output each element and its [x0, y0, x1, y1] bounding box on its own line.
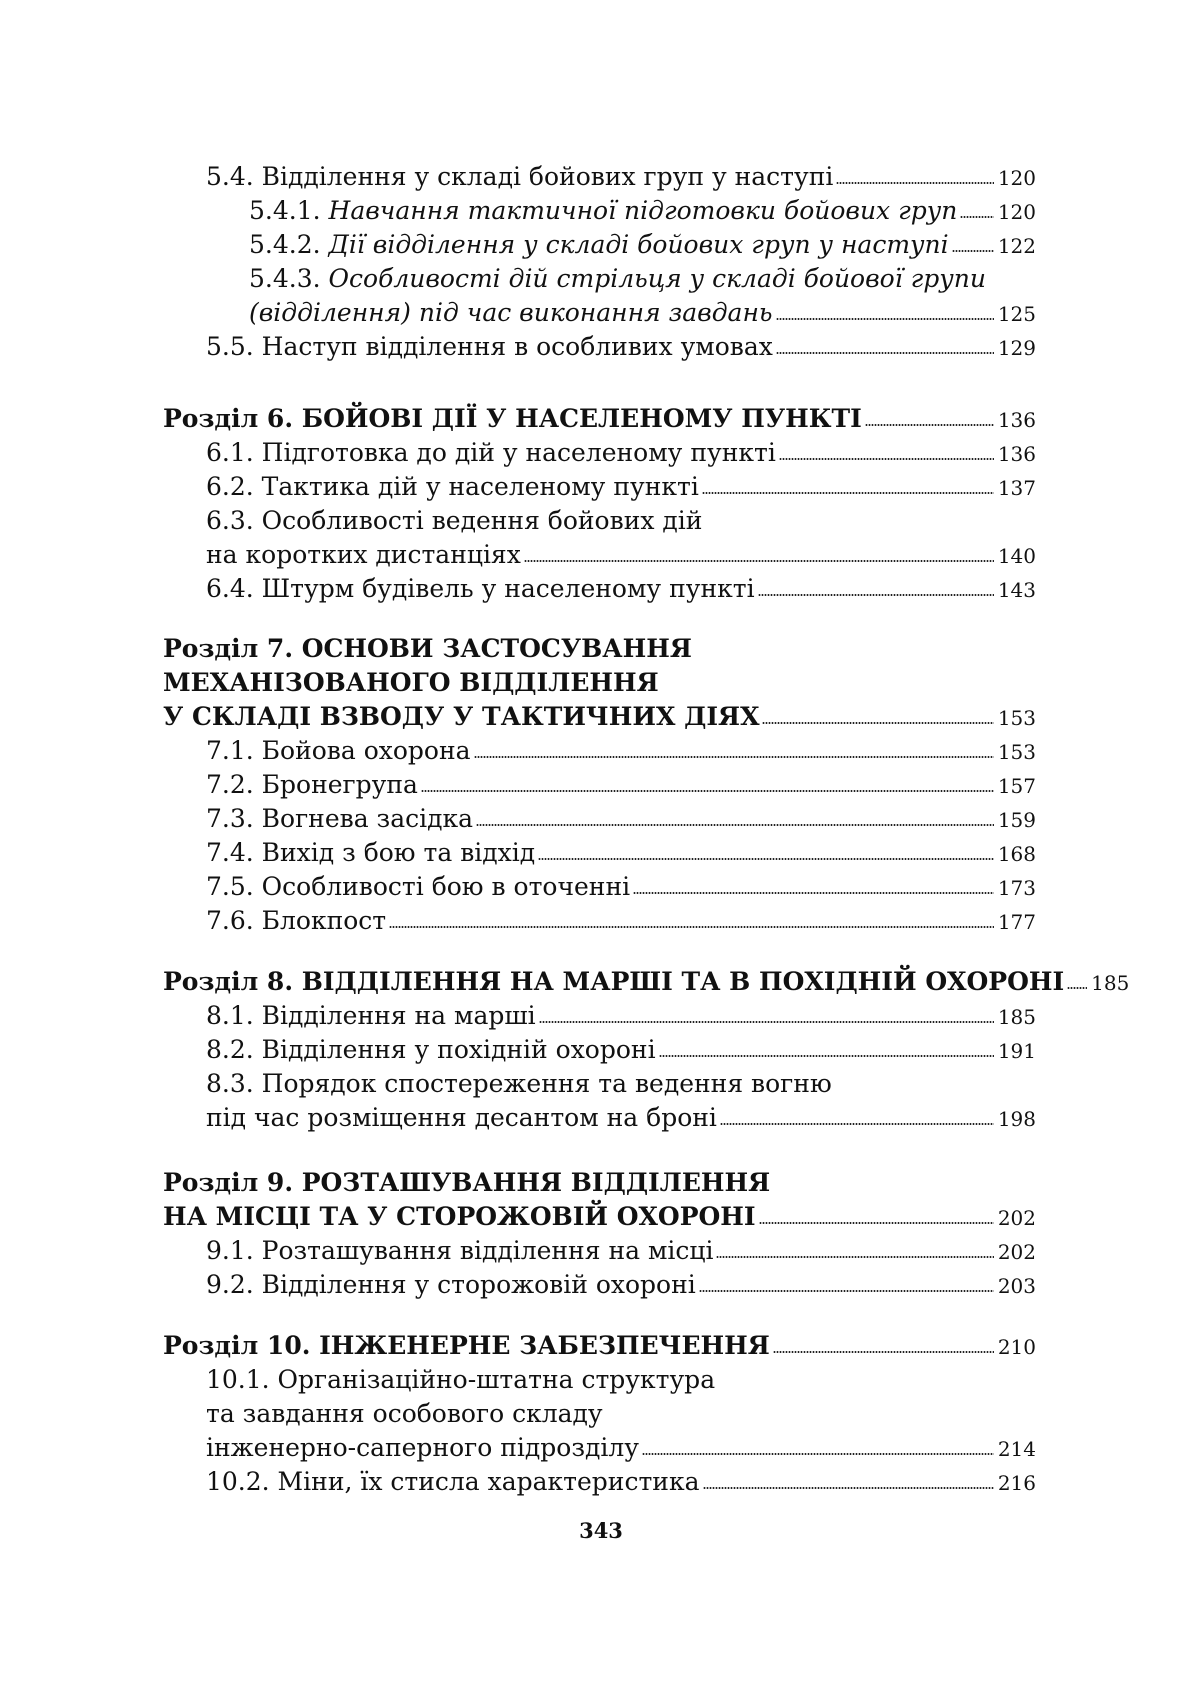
toc-page-number: 143 — [997, 578, 1036, 602]
toc-section-entry — [163, 965, 1130, 999]
toc-title-text: 7.4. Вихід з бою та відхід — [206, 838, 536, 867]
dot-leader — [538, 858, 994, 860]
toc-page-number: 202 — [997, 1240, 1036, 1264]
toc-title-text: 5.4.1. Навчання тактичної підготовки бойових груп — [249, 196, 958, 225]
toc-subsection-entry — [163, 1465, 1036, 1499]
toc-page-number: 216 — [997, 1471, 1036, 1495]
dot-leader — [776, 352, 994, 354]
toc-line — [163, 700, 1036, 734]
toc-subsection-entry — [163, 1363, 1036, 1465]
toc-title-text: 9.2. Відділення у сторожовій охороні — [206, 1270, 696, 1299]
dot-leader — [720, 1123, 994, 1125]
dot-leader — [836, 182, 993, 184]
toc-title-text: Розділ 9. РОЗТАШУВАННЯ ВІДДІЛЕННЯ — [163, 1168, 771, 1197]
dot-leader — [474, 756, 994, 758]
toc-page-number: 191 — [997, 1039, 1036, 1063]
toc-line — [163, 1166, 1036, 1200]
toc-title-text: 10.2. Міни, їх стисла характеристика — [206, 1467, 700, 1496]
toc-page-number: 153 — [997, 706, 1036, 730]
dot-leader — [758, 594, 994, 596]
toc-title-text: під час розміщення десантом на броні — [206, 1103, 717, 1132]
toc-title-text: 5.5. Наступ відділення в особливих умовах — [206, 332, 773, 361]
toc-subsection-entry — [163, 262, 1036, 330]
toc-title-text: 5.4.3. Особливості дій стрільця у складі бойової групи — [249, 264, 986, 293]
toc-subsection-entry — [163, 1268, 1036, 1302]
toc-page-number: 157 — [997, 774, 1036, 798]
dot-leader — [762, 722, 993, 724]
dot-leader — [539, 1021, 994, 1023]
toc-line — [163, 330, 1036, 364]
toc-page-number: 177 — [997, 910, 1036, 934]
toc-line — [163, 402, 1036, 436]
toc-page-number: 153 — [997, 740, 1036, 764]
dot-leader — [952, 250, 994, 252]
toc-title-text: 9.1. Розташування відділення на місці — [206, 1236, 714, 1265]
toc-line — [163, 228, 1036, 262]
toc-title-text: 8.1. Відділення на марші — [206, 1001, 536, 1030]
toc-title-text: 7.6. Блокпост — [206, 906, 387, 935]
dot-leader — [716, 1256, 993, 1258]
toc-line — [163, 538, 1036, 572]
toc-subsection-entry — [163, 330, 1036, 364]
toc-page-number: 203 — [997, 1274, 1036, 1298]
toc-line — [163, 296, 1036, 330]
toc-line — [163, 1268, 1036, 1302]
toc-title-text: (відділення) під час виконання завдань — [249, 298, 773, 327]
toc-title-text: та завдання особового складу — [206, 1399, 603, 1428]
toc-page-number: 125 — [997, 302, 1036, 326]
dot-leader — [1067, 987, 1087, 989]
dot-leader — [476, 824, 994, 826]
toc-title-text: Розділ 6. БОЙОВІ ДІЇ У НАСЕЛЕНОМУ ПУНКТІ — [163, 404, 862, 433]
toc-subsection-entry — [163, 870, 1036, 904]
toc-page-number: 214 — [997, 1437, 1036, 1461]
toc-title-text: 10.1. Організаційно-штатна структура — [206, 1365, 716, 1394]
toc-page-number: 210 — [997, 1335, 1036, 1359]
toc-page-number: 140 — [997, 544, 1036, 568]
toc-page-number: 122 — [997, 234, 1036, 258]
toc-line — [163, 1363, 1036, 1397]
toc-title-text: 5.4.2. Дії відділення у складі бойових груп у наступі — [249, 230, 949, 259]
toc-line — [163, 1200, 1036, 1234]
dot-leader — [659, 1055, 994, 1057]
toc-page-number: 120 — [997, 200, 1036, 224]
toc-line — [163, 470, 1036, 504]
toc-section-entry — [163, 632, 1036, 734]
toc-line — [163, 436, 1036, 470]
toc-subsection-entry — [163, 904, 1036, 938]
toc-page-number: 202 — [997, 1206, 1036, 1230]
toc-line — [163, 1397, 1036, 1431]
dot-leader — [703, 1487, 994, 1489]
toc-subsection-entry — [163, 572, 1036, 606]
toc-page-number: 185 — [997, 1005, 1036, 1029]
toc-page-number: 129 — [997, 336, 1036, 360]
toc-page-number: 159 — [997, 808, 1036, 832]
toc-line — [163, 802, 1036, 836]
toc-title-text: 8.2. Відділення у похідній охороні — [206, 1035, 656, 1064]
toc-line — [163, 1431, 1036, 1465]
dot-leader — [776, 318, 994, 320]
toc-page-number: 198 — [997, 1107, 1036, 1131]
toc-page-number: 168 — [997, 842, 1036, 866]
dot-leader — [702, 492, 994, 494]
toc-subsection-entry — [163, 1234, 1036, 1268]
toc-title-text: 8.3. Порядок спостереження та ведення вогню — [206, 1069, 832, 1098]
dot-leader — [960, 216, 993, 218]
toc-line — [163, 1101, 1036, 1135]
toc-subsection-entry — [163, 504, 1036, 572]
toc-subsection-entry — [163, 160, 1036, 194]
dot-leader — [633, 892, 994, 894]
toc-page-number: 136 — [997, 408, 1036, 432]
toc-subsection-entry — [163, 836, 1036, 870]
toc-line — [163, 1033, 1036, 1067]
dot-leader — [773, 1351, 994, 1353]
toc-subsection-entry — [163, 999, 1036, 1033]
dot-leader — [421, 790, 994, 792]
toc-line — [163, 632, 1036, 666]
toc-title-text: 6.2. Тактика дій у населеному пункті — [206, 472, 699, 501]
toc-line — [163, 194, 1036, 228]
toc-subsection-entry — [163, 436, 1036, 470]
toc-line — [163, 1234, 1036, 1268]
toc-subsection-entry — [163, 768, 1036, 802]
toc-title-text: 7.3. Вогнева засідка — [206, 804, 474, 833]
toc-title-text: 7.2. Бронегрупа — [206, 770, 418, 799]
toc-subsection-entry — [163, 228, 1036, 262]
toc-title-text: 6.3. Особливості ведення бойових дій — [206, 506, 703, 535]
toc-line — [163, 734, 1036, 768]
toc-title-text: інженерно-саперного підрозділу — [206, 1433, 639, 1462]
toc-title-text: 6.4. Штурм будівель у населеному пункті — [206, 574, 755, 603]
toc-subsection-entry — [163, 1067, 1036, 1135]
toc-line — [163, 262, 1036, 296]
dot-leader — [865, 424, 994, 426]
toc-title-text: Розділ 8. ВІДДІЛЕННЯ НА МАРШІ ТА В ПОХІДНІЙ ОХОРОНІ — [163, 967, 1065, 996]
toc-page-number: 137 — [997, 476, 1036, 500]
toc-title-text: 7.1. Бойова охорона — [206, 736, 471, 765]
dot-leader — [759, 1222, 994, 1224]
toc-title-text: Розділ 10. ІНЖЕНЕРНЕ ЗАБЕЗПЕЧЕННЯ — [163, 1331, 770, 1360]
toc-subsection-entry — [163, 734, 1036, 768]
toc-line — [163, 965, 1130, 999]
toc-title-text: 7.5. Особливості бою в оточенні — [206, 872, 631, 901]
dot-leader — [779, 458, 994, 460]
toc-title-text: МЕХАНІЗОВАНОГО ВІДДІЛЕННЯ — [163, 668, 659, 697]
toc-title-text: НА МІСЦІ ТА У СТОРОЖОВІЙ ОХОРОНІ — [163, 1202, 756, 1231]
toc-section-entry — [163, 1166, 1036, 1234]
dot-leader — [389, 926, 994, 928]
dot-leader — [524, 560, 994, 562]
toc-subsection-entry — [163, 802, 1036, 836]
toc-subsection-entry — [163, 194, 1036, 228]
toc-page-number: 173 — [997, 876, 1036, 900]
toc-line — [163, 1465, 1036, 1499]
toc-subsection-entry — [163, 1033, 1036, 1067]
toc-line — [163, 870, 1036, 904]
toc-title-text: 5.4. Відділення у складі бойових груп у наступі — [206, 162, 834, 191]
toc-line — [163, 904, 1036, 938]
toc-line — [163, 504, 1036, 538]
toc-page-number: 120 — [997, 166, 1036, 190]
toc-title-text: на коротких дистанціях — [206, 540, 521, 569]
toc-line — [163, 836, 1036, 870]
toc-section-entry — [163, 402, 1036, 436]
toc-subsection-entry — [163, 470, 1036, 504]
toc-line — [163, 666, 1036, 700]
dot-leader — [642, 1453, 994, 1455]
toc-line — [163, 768, 1036, 802]
dot-leader — [699, 1290, 994, 1292]
toc-title-text: 6.1. Підготовка до дій у населеному пункті — [206, 438, 776, 467]
toc-title-text: У СКЛАДІ ВЗВОДУ У ТАКТИЧНИХ ДІЯХ — [163, 702, 760, 731]
toc-title-text: Розділ 7. ОСНОВИ ЗАСТОСУВАННЯ — [163, 634, 692, 663]
toc-line — [163, 572, 1036, 606]
toc-line — [163, 1067, 1036, 1101]
toc-line — [163, 999, 1036, 1033]
page-number: 343 — [579, 1518, 623, 1543]
toc-line — [163, 1329, 1036, 1363]
toc-section-entry — [163, 1329, 1036, 1363]
toc-line — [163, 160, 1036, 194]
toc-page-number: 185 — [1091, 971, 1130, 995]
toc-page-number: 136 — [997, 442, 1036, 466]
